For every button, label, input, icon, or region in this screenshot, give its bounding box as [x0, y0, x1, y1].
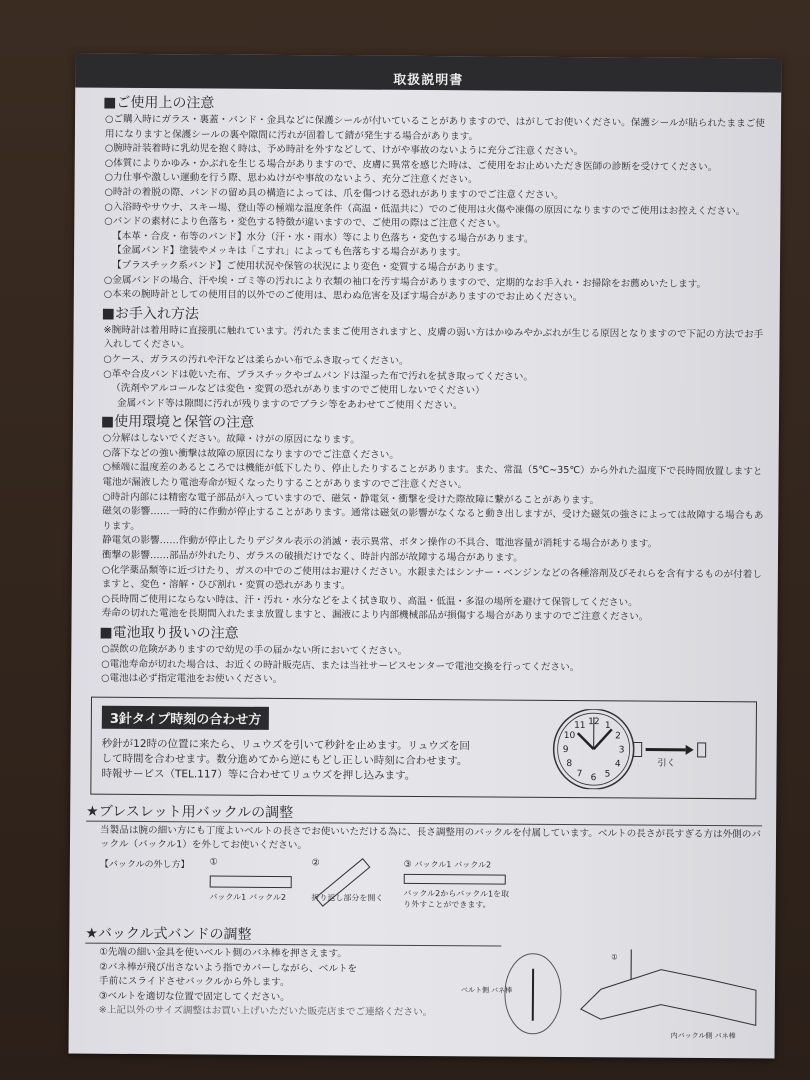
- buckle-steps: [99, 857, 761, 922]
- buckle2-label: バックル2: [249, 892, 286, 903]
- band-line: 手前にスライドさせバックルから外します。: [98, 975, 290, 989]
- time-setting-line: 時報サービス（TEL.117）等に合わせてリュウズを押し込みます。: [101, 767, 416, 782]
- section-line: ○極端に温度差のあるところでは機能が低下したり、停止したりすることがあります。また、常温（5℃~35℃）から外れた温度下で長時間放置しますと電池が漏液したり電池寿命が短くなったりすることがありますのでご注意ください。: [102, 462, 763, 491]
- section-line: 衝撃の影響……部品が外れたり、ガラスの破損だけでなく、時計内部が故障する場合があります。: [101, 549, 523, 564]
- clock-number: 2: [615, 731, 621, 742]
- fold-label: 折り返し部分を開く: [311, 893, 384, 903]
- section-line: ○時計の着脱の際、バンドの留め具の構造によっては、爪を傷つける恐れがありますのでご注意ください。: [104, 186, 564, 201]
- clock-number: 3: [618, 745, 625, 756]
- band-line: ③ベルトを適切な位置で固定してください。: [98, 990, 290, 1003]
- buckle2-label: バックル2: [454, 860, 492, 870]
- section-line: 寿命の切れた電池を長期間入れたまま放置しますと、漏液により内部機械部品が損傷する場合がありますのでご注意ください。: [101, 608, 649, 623]
- clock-number: 8: [566, 758, 573, 769]
- section-line: ○ケース、ガラスの汚れや汗などは柔らかい布でふき取ってください。: [103, 353, 409, 367]
- step-number: ③: [403, 859, 412, 870]
- clock-number: 7: [576, 769, 583, 780]
- time-setting-box: [90, 696, 757, 799]
- bracelet-text: 当製品は腕の細い方にも丁度よいベルトの長さでお使いいただける為に、長さ調整用のバックルを付属しています。ベルトの長さが長すぎる方は外側のバックル（バックル1）を外してお使いください。: [99, 824, 762, 852]
- clock-number: 11: [574, 720, 586, 731]
- clock-number: 4: [614, 759, 621, 770]
- band-line: ②バネ棒が飛び出さないよう指でカバーしながら、ベルトを: [99, 961, 358, 975]
- clock-number: 1: [604, 720, 611, 731]
- step-number: ②: [311, 858, 320, 869]
- band-heading: ★バックル式バンドの調整: [85, 925, 501, 947]
- section-line: ○長時間ご使用にならない時は、汗・汚れ・水分などをよく拭き取り、高温・低温・多湿の場所を避けて保管してください。: [101, 593, 638, 609]
- clock-number: 12: [588, 716, 600, 728]
- bracelet-heading: ★ブレスレット用バックルの調整: [86, 802, 762, 826]
- belt-pin-label: ベルト側 バネ棒: [460, 986, 513, 995]
- instruction-sheet: [69, 54, 782, 1059]
- section-line: ○バンドの素材により色落ち・変色する特徴が違いますので、ご使用の際はご注意ください。: [104, 215, 506, 230]
- section-line: ○体質によりかゆみ・かぶれを生じる場合がありますので、皮膚に異常を感じた時は、ご使用をお止めいただき医師の診断を受けてください。: [104, 157, 718, 173]
- band-line: ①先端の細い金具を使いベルト側のバネ棒を押さえます。: [99, 946, 347, 960]
- section-line: ○時計内部には精密な電子部品が入っていますので、磁気・静電気・衝撃を受けた際故障に繋がることがあります。: [102, 491, 600, 506]
- section-line: ○分解はしないでください。故障・けがの原因になります。: [102, 433, 360, 446]
- band-line: ※上記以外のサイズ調整はお買い上げいただいた販売店までご連絡ください。: [98, 1005, 433, 1019]
- section-line: ○腕時計装着時に乳幼児を抱く時は、予め時計を外すなどして、けがや事故のないように充分ご注意ください。: [104, 142, 584, 158]
- step-number: ①: [209, 857, 218, 868]
- section-line: 【プラスチック系バンド】ご使用状況や保管の状況により変色・変質する場合があります。: [111, 259, 504, 274]
- title-bar: [75, 54, 781, 93]
- step-1: [209, 857, 291, 903]
- step-2: [311, 858, 383, 904]
- time-setting-line: して時間を合わせます。数分進めてから逆にもどし正しい時刻に合わせます。: [101, 752, 468, 768]
- section-line: ○誤飲の危険がありますので幼児の手の届かない所においてください。: [101, 643, 408, 657]
- section-heading: ■使用環境と保管の注意: [100, 414, 255, 432]
- clock-number: 6: [590, 772, 597, 783]
- howto-label: 【バックルの外し方】: [99, 859, 190, 871]
- section-line: 磁気の影響……一時的に作動が停止することがあります。通常は磁気の影響がなくなると動き出しますが、受けた磁気の強さによっては故障する場合もあります。: [102, 505, 764, 532]
- time-setting-title: 3針タイプ時刻の合わせ方: [102, 706, 270, 730]
- section-line: （洗剤やアルコールなどは変色・変質の恐れがありますのでご使用しないでください）: [111, 382, 485, 397]
- section-heading: ■ご使用上の注意: [103, 94, 215, 112]
- step-3: [403, 859, 513, 911]
- clock-number: 10: [563, 730, 576, 741]
- section-line: ○入浴時やサウナ、スキー場、登山等の極端な温度条件（高温・低温共に）でのご使用は火傷や凍傷の原因になりますのでご使用はお控えください。: [104, 201, 746, 217]
- section-line: 金属バンド等は隙間に汚れが残りますのでブラシ等をあわせてご使用ください。: [117, 397, 463, 411]
- removable-note: バックル2からバックル1を取り外すことができます。: [403, 888, 510, 910]
- time-setting-line: 秒針が12時の位置に来たら、リュウズを引いて秒針を止めます。リュウズを回: [101, 737, 470, 753]
- buckle1-label: バックル1: [414, 859, 452, 870]
- clock-number: 9: [562, 744, 569, 755]
- buckle-pin-label: 内バックル側 バネ棒: [670, 1031, 736, 1041]
- section-line: 静電気の影響……作動が停止したりデジタル表示の消滅・表示異常、ボタン操作の不具合、電池容量が消耗する場合があります。: [102, 535, 658, 551]
- section-heading: ■お手入れ方法: [101, 305, 199, 323]
- section-line: 【本革・合皮・布等のバンド】水分（汗・水・雨水）等により色落ち・変色する場合があります。: [112, 230, 534, 245]
- section-line: ○力仕事や激しい運動を行う際、思わぬけがや事故のないよう、充分ご注意ください。: [104, 172, 478, 186]
- section-line: ○化学薬品類等に近づけたり、ガスの中でのご使用はお避けください。水銀またはシンナー・ベンジンなどの各種溶剤及びそれらを含有するものが付着しますと、変色・溶解・ひび割れ・変質の恐れがあります。: [101, 564, 762, 592]
- document-title: 取扱説明書: [393, 72, 464, 88]
- section-line: ○本来の腕時計としての使用目的以外でのご使用は、思わぬ危害を及ぼす場合がありますのでお止めください。: [103, 288, 583, 304]
- section-line: 【金属バンド】塗装やメッキは「こすれ」によっても色落ちする場合があります。: [112, 245, 467, 259]
- band-illustration: [461, 948, 762, 1040]
- section-line: ※腕時計は着用時に直接肌に触れています。汚れたままご使用されますと、皮膚の弱い方はかゆみやかぶれが生じる原因となりますので下記の方法でお手入れしてください。: [103, 324, 764, 351]
- section-heading: ■電池取り扱いの注意: [99, 624, 239, 642]
- pull-label: 引く: [657, 758, 676, 769]
- buckle1-label: バックル1: [209, 892, 247, 902]
- pin-step: ①: [611, 953, 618, 962]
- section-line: ○電池寿命が切れた場合は、お近くの時計販売店、または当社サービスセンターで電池交換を行ってください。: [101, 658, 580, 673]
- clock-illustration: [545, 709, 746, 790]
- section-line: ○革や合皮バンドは乾いた布、プラスチックやゴムバンドは湿った布で汚れを拭き取ってください。: [103, 368, 534, 383]
- section-line: ○金属バンドの場合、汗や埃・ゴミ等の汚れにより衣類の袖口を汚す場合がありますので、定期的なお手入れ・お掃除をお薦めいたします。: [103, 274, 707, 290]
- section-line: ○落下などの強い衝撃は故障の原因になりますのでご注意ください。: [102, 447, 399, 461]
- clock-number: 5: [604, 769, 611, 780]
- sections: [71, 88, 781, 692]
- section-line: ○電池は必ず指定電池をお使いください。: [101, 672, 283, 686]
- section-line: ○ご購入時にガラス・裏蓋・バンド・金具などに保護シールが付いていることがありますので、はがしてお使いください。保護シールが貼られたままご使用になりますと保護シールの裏や隙間に汚れが固着して錆が発生する場合があります。: [104, 113, 765, 142]
